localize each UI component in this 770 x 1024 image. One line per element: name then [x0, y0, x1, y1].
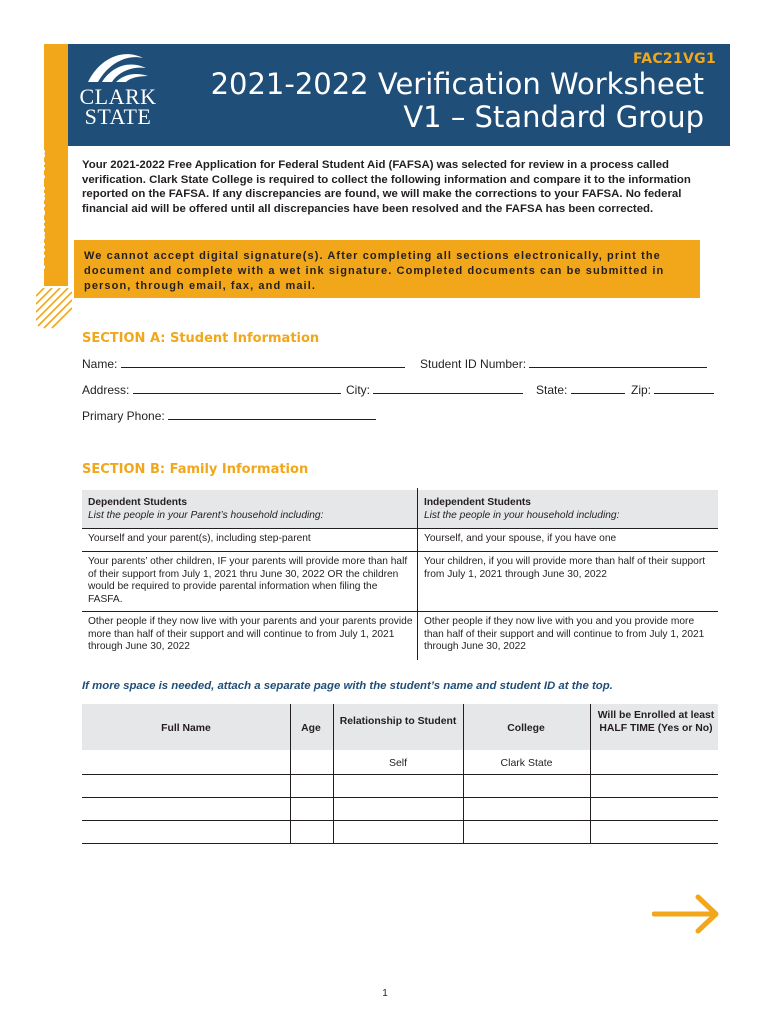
arrow-right-icon[interactable] [652, 893, 720, 935]
name-input-line[interactable] [121, 356, 405, 368]
family-row-3-independent: Other people if they now live with you and you provide more than half of their support and will continue to from July 1, 2021 through June 30, 2022 [424, 616, 705, 652]
state-field[interactable] [536, 382, 625, 397]
phone-field[interactable] [82, 408, 376, 423]
dependent-subheading: List the people in your Parent’s household including: [88, 509, 324, 521]
student-id-input-line[interactable] [529, 356, 707, 368]
row-1-college[interactable]: Clark State [500, 757, 553, 769]
independent-heading: Independent Students [424, 497, 531, 508]
section-b-title: SECTION B: Family Information [82, 462, 309, 477]
family-table-rule [82, 611, 718, 612]
header-half-time: Will be Enrolled at least HALF TIME (Yes or No) [597, 710, 715, 734]
dependent-header [88, 497, 408, 522]
zip-field[interactable] [631, 382, 714, 397]
city-field[interactable] [346, 382, 523, 397]
swoosh-icon [68, 44, 168, 84]
independent-header [424, 497, 714, 522]
state-label: State: [536, 383, 568, 397]
logo-text-clark: CLARK [79, 84, 157, 109]
form-code: FAC21VG1 [632, 51, 716, 67]
signature-notice [74, 240, 700, 298]
zip-label: Zip: [631, 383, 652, 397]
city-input-line[interactable] [373, 382, 523, 394]
address-input-line[interactable] [133, 382, 341, 394]
family-table-rule [82, 528, 718, 529]
family-row-2-independent: Your children, if you will provide more than half of their support from July 1, 2021 through June 30, 2022 [424, 556, 706, 580]
family-row-1-dependent: Yourself and your parent(s), including step-parent [88, 533, 311, 544]
extra-space-note: If more space is needed, attach a separate page with the student’s name and student ID at the top. [82, 680, 613, 692]
members-row-rule [82, 774, 718, 775]
city-label: City: [346, 383, 370, 397]
decorative-stripes-icon [36, 288, 72, 332]
members-row-rule [82, 797, 718, 798]
page-number: 1 [382, 988, 388, 999]
intro-paragraph: Your 2021-2022 Free Application for Federal Student Aid (FAFSA) was selected for review in a process called verification. Clark State College is required to collect the following information and compare it to the information reported on the FAFSA. If any discrepancies are found, we will make the corrections to your FAFSA. No federal financial aid will be offered until all discrepancies have been resolved and the FAFSA has been corrected. [82, 159, 691, 215]
notice-text: We cannot accept digital signature(s). After completing all sections electronically, print the document and complete with a wet ink signature. Completed documents can be submitted in person, through email, fax, and mail. [84, 250, 665, 292]
members-row-rule [82, 820, 718, 821]
family-table-rule [82, 551, 718, 552]
address-field[interactable] [82, 382, 341, 397]
state-input-line[interactable] [571, 382, 625, 394]
student-id-field[interactable] [420, 356, 707, 371]
independent-subheading: List the people in your household including: [424, 509, 620, 521]
family-table-divider [417, 488, 418, 660]
zip-input-line[interactable] [654, 382, 714, 394]
title-line-1: 2021-2022 Verification Worksheet [210, 67, 704, 101]
name-label: Name: [82, 357, 118, 371]
title-line-2: V1 – Standard Group [403, 100, 704, 134]
name-field[interactable] [82, 356, 405, 371]
dependent-heading: Dependent Students [88, 497, 188, 508]
phone-label: Primary Phone: [82, 409, 165, 423]
header-relationship: Relationship to Student [339, 716, 457, 727]
address-label: Address: [82, 383, 130, 397]
family-row-3-dependent: Other people if they now live with your parents and your parents provide more than half of their support and will continue to from July 1, 2021 through June 30, 2022 [88, 616, 413, 652]
clark-state-logo [68, 44, 168, 129]
side-label: Financial Aid [31, 148, 49, 270]
family-row-2-dependent: Your parents’ other children, IF your parents will provide more than half of their support from July 1, 2021 thru June 30, 2022 OR the children would be required to provide parental information when filing the FASFA. [88, 556, 408, 605]
family-row-1-independent: Yourself, and your spouse, if you have one [424, 533, 617, 544]
section-a-title: SECTION A: Student Information [82, 331, 320, 346]
header-age: Age [301, 723, 321, 734]
row-1-relationship[interactable]: Self [388, 757, 408, 769]
student-id-label: Student ID Number: [420, 357, 527, 371]
header-banner [68, 44, 730, 146]
members-row-rule [82, 843, 718, 844]
phone-input-line[interactable] [168, 408, 376, 420]
header-full-name: Full Name [161, 723, 211, 734]
header-college: College [507, 723, 545, 734]
page-title [211, 68, 704, 134]
logo-text-state: STATE [84, 104, 152, 129]
